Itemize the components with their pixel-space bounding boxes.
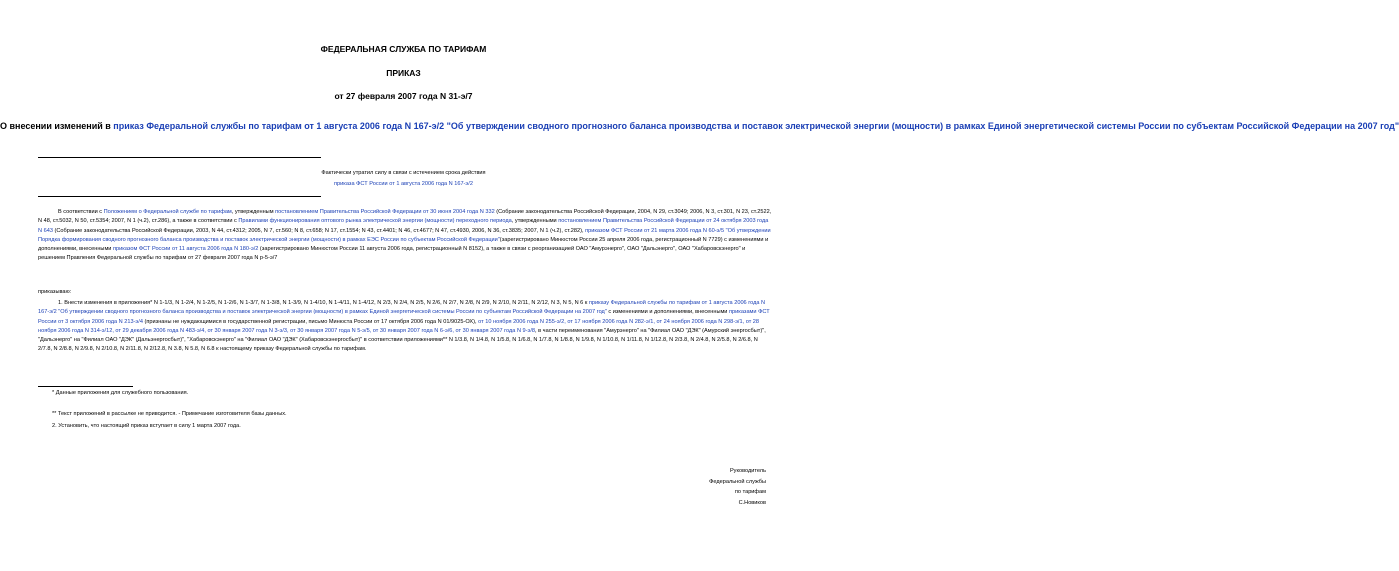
document-type: ПРИКАЗ xyxy=(386,68,421,78)
paragraph-text: , утвержденными xyxy=(511,218,559,225)
footnote-divider xyxy=(38,386,133,387)
paragraph-text: В соответствии с xyxy=(58,209,104,215)
document-link[interactable]: Положением о Федеральной службе по тарифам xyxy=(103,209,232,215)
item-1-paragraph xyxy=(38,299,772,355)
paragraph-text: (признаны не нуждающимися в государственной регистрации, письмо Минюста России от 17 октября 2006 года N 01/9025-ОХ), xyxy=(142,318,479,325)
signature-agency-cont: по тарифам xyxy=(734,489,766,495)
divider xyxy=(38,157,321,158)
document-link[interactable]: приказами ФСТ России от 3 октября 2006 года N 213-э/4 xyxy=(38,309,770,325)
document-link[interactable]: приказом ФСТ России от 21 марта 2006 года N 60-э/5 "Об утверждении Порядка формирования сводного прогнозного баланса производства и поставок электрической энергии (мощности) в рамках ЕЭС России по субъектам Российской Федерации" xyxy=(38,227,771,243)
paragraph-text: , утвержденным xyxy=(231,209,276,215)
subject-link-order-167[interactable]: приказ Федеральной службы по тарифам от 1 августа 2006 года N 167-э/2 "Об утверждении сводного прогнозного баланса производства и поставок электрической энергии (мощности) в рамках Единой энергетической системы России по субъектам Российской Федерации на 2007 год" xyxy=(113,121,1399,131)
document-subject xyxy=(0,120,1399,132)
status-note: Фактически утратил силу в связи с истечением срока действия xyxy=(321,170,486,176)
signature-position: Руководитель xyxy=(729,468,766,474)
document-link[interactable]: приказу Федеральной службы по тарифам от 1 августа 2006 года N 167-э/2 "Об утверждении сводного прогнозного баланса производства и поставок электрической энергии (мощности) в рамках Единой энергетической системы России по субъектам Российской Федерации на 2007 год" xyxy=(38,300,766,316)
preamble-paragraph xyxy=(38,208,772,264)
document-link[interactable]: постановлением Правительства Российской Федерации от 30 июня 2004 года N 332 xyxy=(275,209,495,215)
document-date-number: от 27 февраля 2007 года N 31-э/7 xyxy=(334,91,473,101)
agency-title: ФЕДЕРАЛЬНАЯ СЛУЖБА ПО ТАРИФАМ xyxy=(320,44,487,54)
footnote-1: * Данные приложения для служебного пользования. xyxy=(52,390,189,396)
status-note-link[interactable]: приказа ФСТ России от 1 августа 2006 года N 167-э/2 xyxy=(334,181,473,187)
divider xyxy=(38,196,321,197)
document-link[interactable]: от 10 ноября 2006 года N 255-э/2, от 17 ноября 2006 года N 282-э/1, от 24 ноября 2006 года N 298-э/1, от 28 ноября 2006 года N 314-э/12, от 29 декабря 2006 года N 483-э/4, от 30 января 2007 года N 3-э/3, от 30 января 2007 года N 5-э/5, от 30 января 2007 года N 6-э/6, от 30 января 2007 года N 9-э/8 xyxy=(38,318,760,334)
paragraph-text: , в части переименования "Амурэнерго" на "Филиал ОАО "ДЭК" (Амурский энергосбыт)", "Дальэнерго" на "Филиал ОАО "ДЭК" (Дальэнергосбыт)", "Хабаровскэнерго" на "Филиал ОАО "ДЭК" (Хабаровскэнергосбыт)" в соответствии приложениями** N 1/3.8, N 1/4.8, N 1/5.8, N 1/6.8, N 1/7.8, N 1/8.8, N 1/9.8, N 1/10.8, N 1/11.8, N 1/12.8, N 2/3.8, N 2/4.8, N 2/5.8, N 2/6.8, N 2/7.8, N 2/8.8, N 2/9.8, N 2/10.8, N 2/11.8, N 2/12.8, N 3.8, N 5.8, N 6.8 к настоящему приказу Федеральной службы по тарифам. xyxy=(38,327,766,353)
order-word: приказываю: xyxy=(38,289,72,295)
document-link[interactable]: постановлением Правительства Российской Федерации от 24 октября 2003 года N 643 xyxy=(38,218,769,234)
subject-prefix: О внесении изменений в xyxy=(0,121,114,131)
paragraph-text: (Собрание законодательства Российской Федерации, 2003, N 44, ст.4312; 2005, N 7, ст.560; N 8, ст.658; N 17, ст.1554; N 43, ст.4401; N 46, ст.4677; N 47, ст.4930, 2006, N 36, ст.3835; 2007, N 1 (ч.2), ст.282), xyxy=(52,227,586,234)
paragraph-text: (Собрание законодательства Российской Федерации, 2004, N 29, ст.3049; 2006, N 3, ст.301, N 23, ст.2522, N 48, ст.5032, N 50, ст.5354; 2007, N 1 (ч.2), ст.286), а также в соответствии с xyxy=(38,209,772,225)
document-link[interactable]: приказом ФСТ России от 11 августа 2006 года N 180-э/2 xyxy=(112,246,259,253)
paragraph-text: (зарегистрировано Минюстом России 11 августа 2006 года, регистрационный N 8152), а также в связи с реорганизацией ОАО "Амурэнерго", ОАО "Дальэнерго", ОАО "Хабаровскэнерго" и решением Правления Федеральной службы по тарифам от 27 февраля 2007 года N р-5-э/7 xyxy=(38,246,746,262)
signature-name: С.Новиков xyxy=(738,499,766,506)
signature-block xyxy=(709,466,766,508)
footnote-2: ** Текст приложений в рассылке не приводится. - Примечание изготовителя базы данных. xyxy=(52,411,287,417)
item-2: 2. Установить, что настоящий приказ вступает в силу 1 марта 2007 года. xyxy=(52,423,241,429)
signature-agency: Федеральной службы xyxy=(709,478,766,485)
paragraph-text: (зарегистрировано Минюстом России 25 апреля 2006 года, регистрационный N 7729) с изменениями и дополнениями, внесенными xyxy=(38,236,769,253)
paragraph-text: с изменениями и дополнениями, внесенными xyxy=(606,309,729,316)
document-link[interactable]: Правилами функционирования оптового рынка электрической энергии (мощности) переходного периода xyxy=(238,218,512,225)
paragraph-text: 1. Внести изменения в приложения* N 1-1/3, N 1-2/4, N 1-2/5, N 1-2/6, N 1-3/7, N 1-3/8, N 1-3/9, N 1-4/10, N 1-4/11, N 1-4/12, N 2/3, N 2/4, N 2/5, N 2/6, N 2/7, N 2/8, N 2/9, N 2/10, N 2/11, N 2/12, N 3, N 5, N 6 к xyxy=(58,300,589,306)
